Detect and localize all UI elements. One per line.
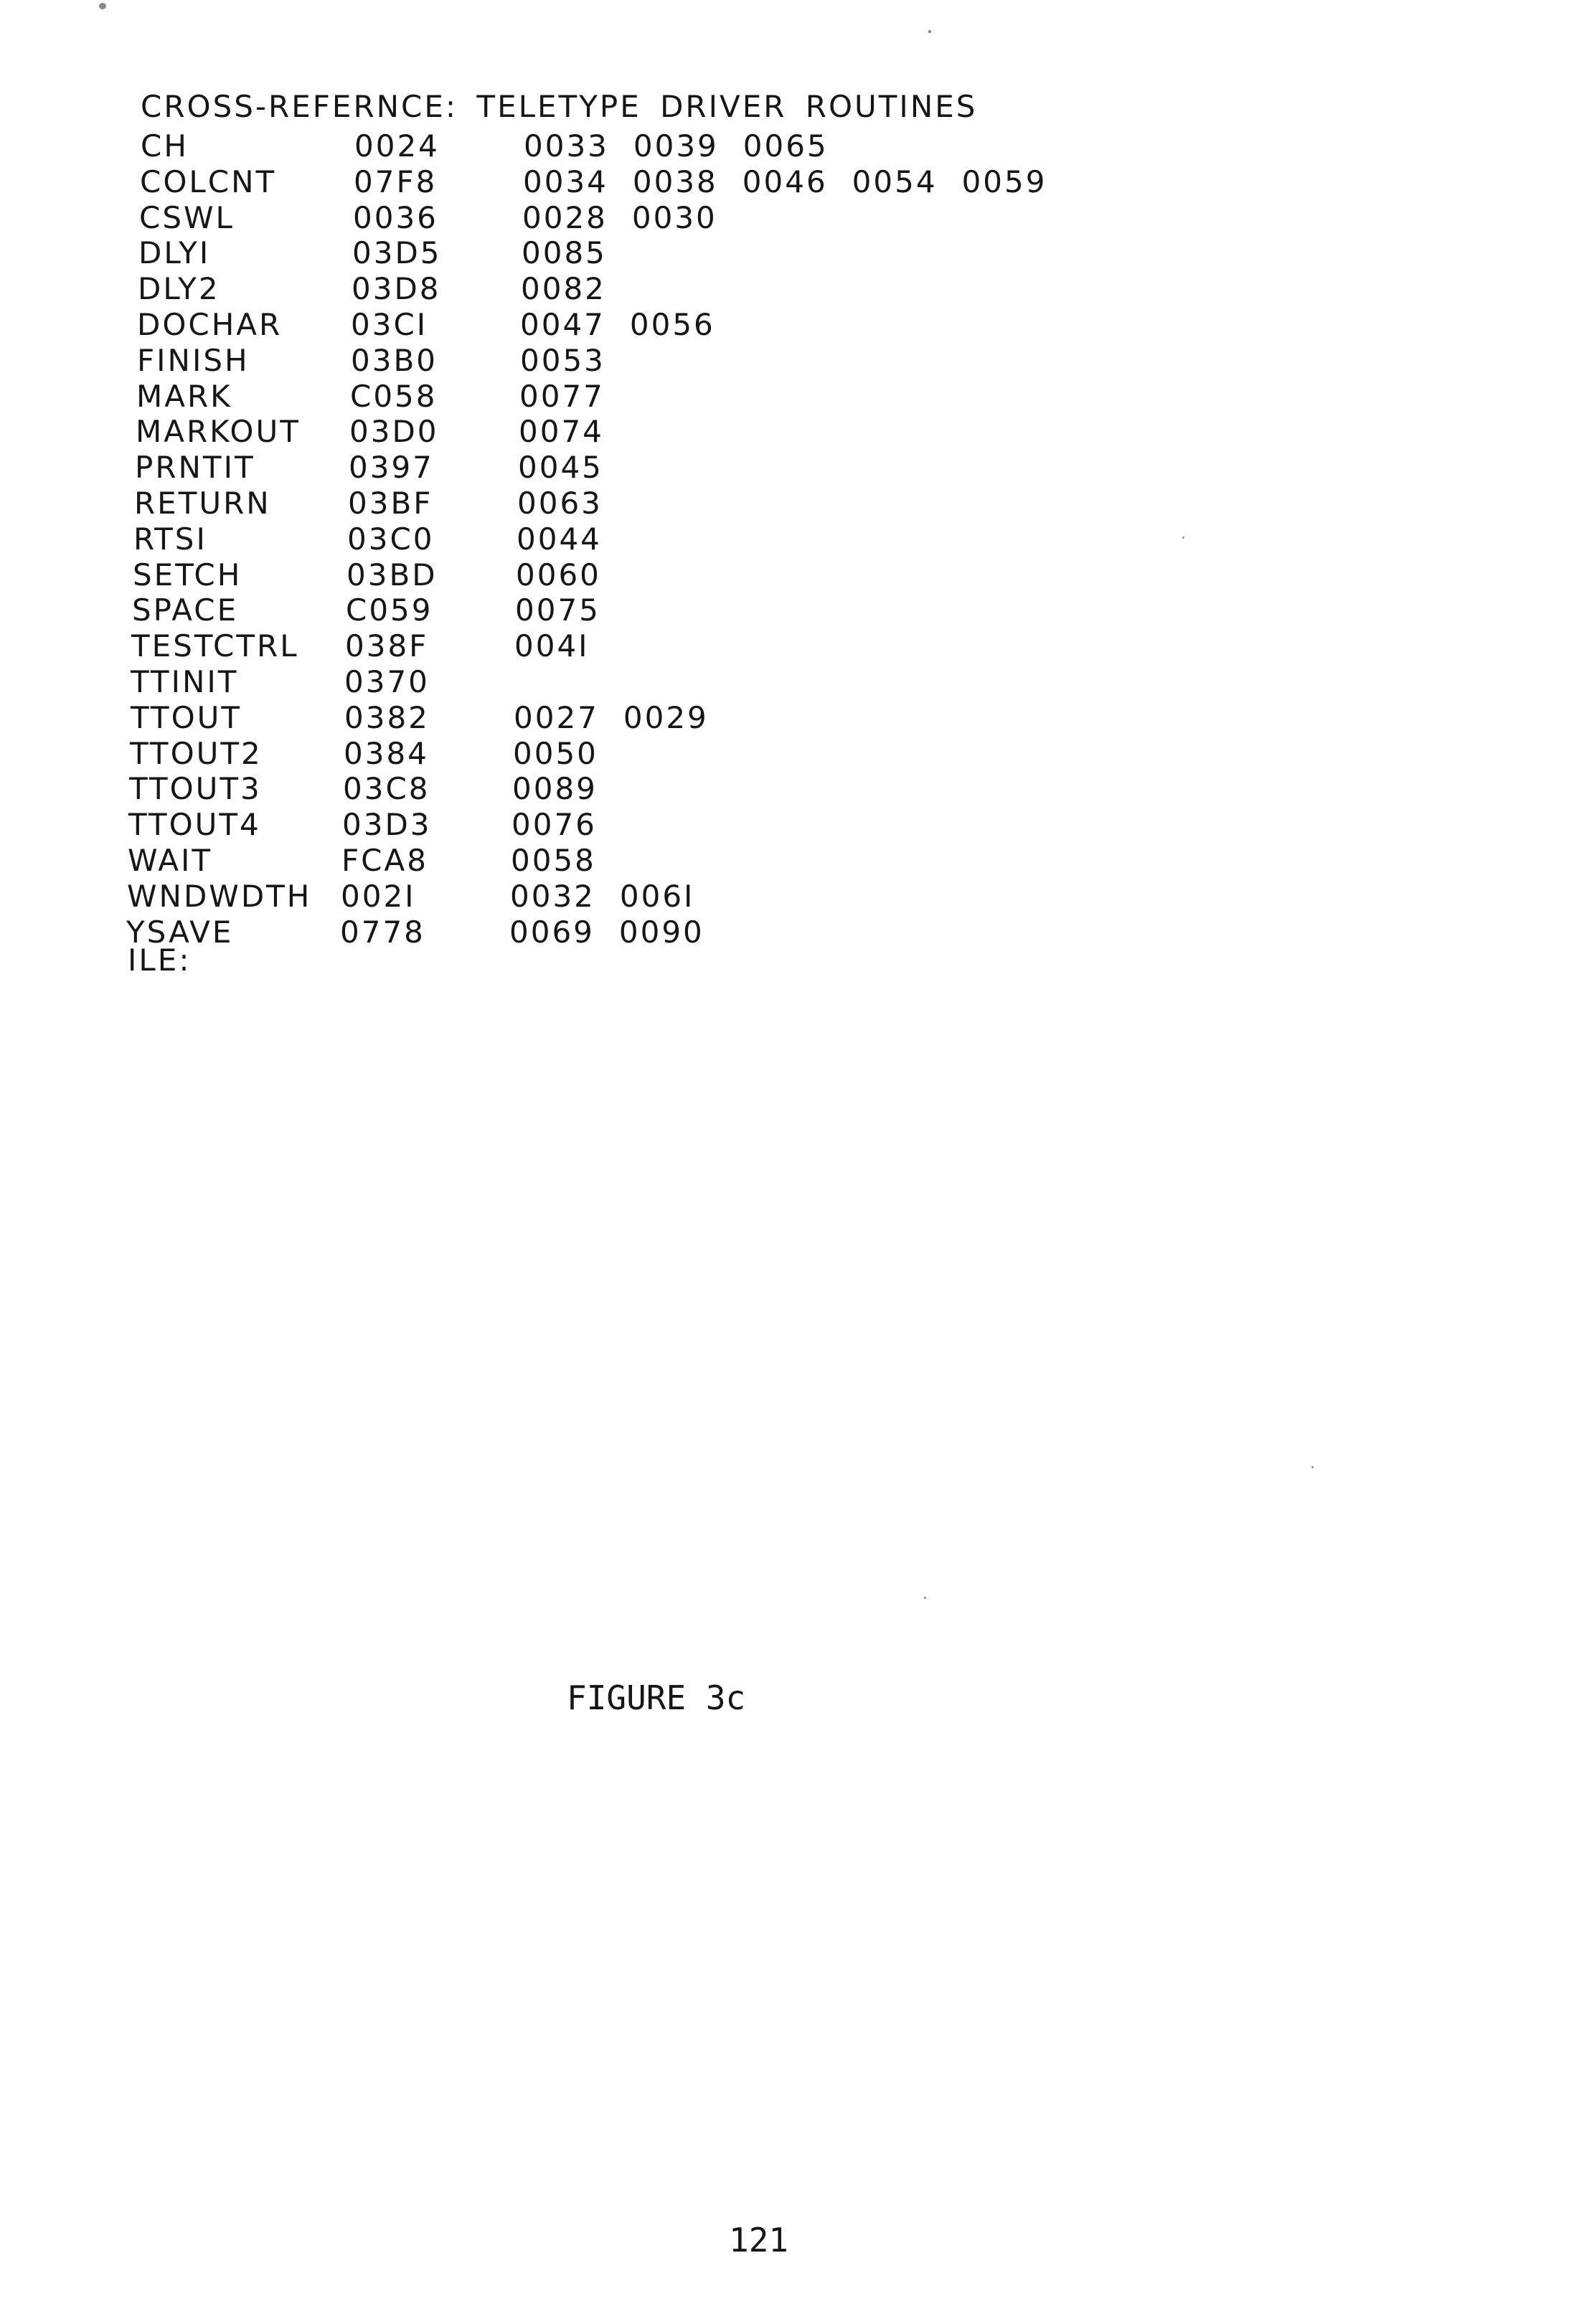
xref-row	[0, 235, 1220, 274]
symbol-name: TTINIT	[131, 664, 239, 699]
line-reference: 0059	[961, 164, 1047, 199]
symbol-address: 0024	[354, 128, 440, 164]
xref-row	[0, 557, 1220, 596]
symbol-name: TTOUT4	[128, 807, 261, 842]
xref-row	[0, 379, 1220, 417]
line-reference: 0060	[516, 557, 601, 592]
symbol-address: 03BF	[348, 486, 433, 521]
symbol-name: WAIT	[128, 843, 213, 878]
reference-list	[520, 343, 630, 382]
xref-row	[0, 771, 1220, 810]
symbol-name: TTOUT	[131, 700, 242, 735]
line-reference: 0090	[618, 915, 704, 950]
line-reference: 0065	[742, 128, 829, 164]
line-reference: 0027	[514, 700, 599, 735]
line-reference: 0033	[524, 128, 609, 164]
line-reference: 0053	[520, 343, 605, 378]
scan-speck	[928, 30, 931, 33]
line-reference: 0039	[633, 128, 719, 164]
listing-trailer: ILE:	[128, 943, 192, 978]
symbol-address: 03D5	[352, 235, 442, 270]
symbol-address: 0397	[349, 450, 434, 485]
symbol-address: 03C0	[347, 521, 435, 557]
reference-list	[522, 200, 742, 239]
symbol-name: TTOUT2	[130, 736, 263, 771]
symbol-address: 03B0	[351, 343, 438, 378]
xref-row	[0, 592, 1220, 631]
line-reference: 0076	[512, 807, 597, 842]
symbol-address: 0382	[344, 700, 430, 735]
symbol-name: CH	[141, 128, 189, 164]
xref-row	[0, 414, 1220, 453]
reference-list	[523, 164, 1071, 203]
symbol-name: DLY2	[138, 271, 220, 306]
line-reference: 0089	[512, 771, 598, 806]
symbol-address: 0370	[344, 664, 430, 699]
line-reference: 006I	[619, 879, 695, 914]
line-reference: 0029	[623, 700, 709, 735]
symbol-address: 0036	[353, 200, 438, 235]
line-reference: 0034	[523, 164, 608, 199]
symbol-address: C059	[346, 592, 433, 628]
symbol-name: RTSI	[133, 521, 207, 557]
xref-row	[0, 628, 1220, 667]
reference-list	[512, 807, 621, 846]
xref-row	[0, 879, 1220, 917]
line-reference: 0085	[522, 235, 607, 270]
symbol-address: 03D0	[349, 414, 439, 449]
symbol-name: TESTCTRL	[131, 628, 299, 663]
symbol-address: 0384	[344, 736, 429, 771]
xref-row	[0, 807, 1220, 846]
cross-reference-listing	[0, 0, 1584, 1019]
symbol-name: DLYI	[138, 235, 211, 270]
line-reference: 0054	[852, 164, 938, 199]
symbol-name: CSWL	[139, 200, 235, 235]
symbol-address: 03D3	[342, 807, 432, 842]
symbol-name: RETURN	[134, 486, 271, 521]
line-reference: 0047	[520, 307, 605, 342]
symbol-address: 038F	[345, 628, 429, 663]
reference-list	[519, 379, 629, 417]
reference-list	[514, 628, 614, 667]
reference-list	[524, 128, 853, 167]
xref-row	[0, 343, 1220, 382]
xref-row	[0, 128, 1220, 167]
line-reference: 0045	[518, 450, 603, 485]
symbol-name: MARK	[136, 379, 232, 414]
reference-list	[520, 307, 740, 346]
line-reference: 004I	[514, 628, 590, 663]
reference-list	[511, 843, 621, 882]
reference-list	[517, 521, 626, 560]
line-reference: 0075	[515, 592, 600, 628]
page-number: 121	[729, 2221, 789, 2259]
line-reference: 0044	[517, 521, 602, 557]
line-reference: 0077	[519, 379, 605, 414]
line-reference: 0028	[522, 200, 608, 235]
line-reference: 0063	[517, 486, 603, 521]
xref-row	[0, 700, 1220, 739]
scan-speck	[1182, 537, 1184, 539]
line-reference: 0074	[519, 414, 604, 449]
symbol-name: SPACE	[132, 592, 239, 628]
symbol-address: C058	[350, 379, 438, 414]
scan-speck	[1311, 1466, 1314, 1468]
line-reference: 0030	[631, 200, 717, 235]
scan-speck	[99, 3, 106, 9]
line-reference: 0069	[509, 915, 595, 950]
reference-list	[514, 700, 733, 739]
line-reference: 0038	[632, 164, 718, 199]
symbol-name: PRNTIT	[135, 450, 255, 485]
xref-row	[0, 488, 1220, 524]
symbol-address: 002I	[341, 879, 416, 914]
symbol-name: COLCNT	[140, 164, 277, 199]
symbol-address: FCA8	[341, 843, 428, 878]
line-reference: 0032	[510, 879, 595, 914]
line-reference: 0050	[513, 736, 598, 771]
symbol-name: WNDWDTH	[127, 879, 312, 914]
symbol-address: 03D8	[352, 271, 441, 306]
figure-caption: FIGURE 3c	[567, 1678, 746, 1717]
reference-list	[515, 592, 625, 631]
xref-row	[0, 736, 1220, 775]
reference-list	[522, 235, 631, 274]
symbol-name: DOCHAR	[137, 307, 283, 342]
xref-row	[0, 164, 1220, 203]
symbol-name: MARKOUT	[136, 414, 301, 449]
reference-list	[513, 736, 623, 775]
symbol-address: 0778	[340, 915, 425, 950]
reference-list	[517, 488, 627, 524]
symbol-name: YSAVE	[126, 915, 234, 950]
reference-list	[518, 450, 628, 488]
xref-row	[0, 450, 1220, 488]
symbol-name: SETCH	[133, 557, 242, 592]
line-reference: 0082	[521, 271, 606, 306]
symbol-address: 03CI	[351, 307, 428, 342]
xref-row	[0, 307, 1220, 346]
line-reference: 0056	[629, 307, 715, 342]
symbol-address: 03C8	[343, 771, 430, 806]
symbol-address: 03BD	[346, 557, 438, 592]
xref-row	[0, 271, 1220, 310]
reference-list	[512, 771, 622, 810]
line-reference: 0046	[742, 164, 828, 199]
reference-list	[509, 917, 729, 953]
xref-row	[0, 200, 1220, 239]
line-reference: 0058	[511, 843, 596, 878]
xref-row	[0, 843, 1220, 882]
symbol-name: FINISH	[137, 343, 250, 378]
scan-speck	[924, 1597, 926, 1599]
symbol-address: 07F8	[354, 164, 438, 199]
reference-list	[519, 414, 628, 453]
xref-row	[0, 521, 1220, 560]
symbol-name: TTOUT3	[129, 771, 262, 806]
reference-list	[510, 879, 719, 917]
xref-row	[0, 664, 1220, 703]
listing-title: CROSS-REFERNCE: TELETYPE DRIVER ROUTINES	[141, 89, 978, 124]
reference-list	[516, 557, 626, 596]
reference-list	[521, 271, 631, 310]
